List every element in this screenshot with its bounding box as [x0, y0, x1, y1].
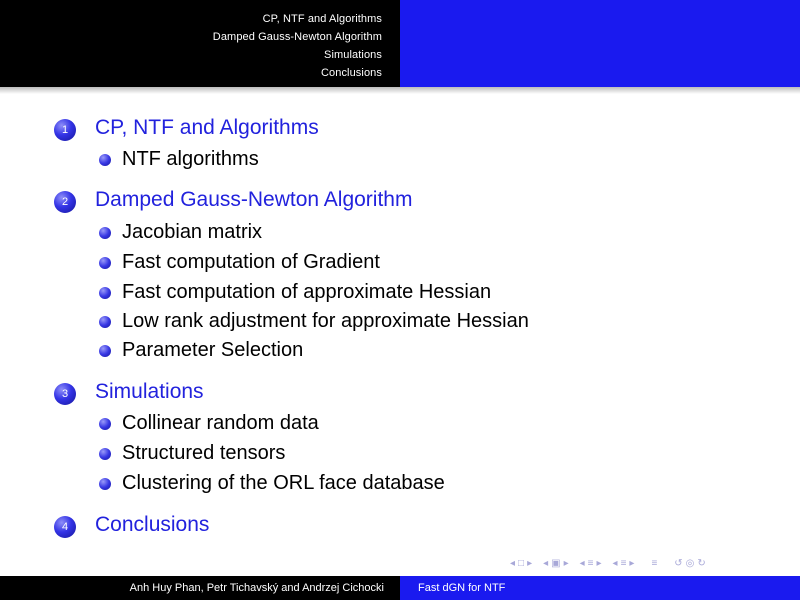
- footer-short-title: Fast dGN for NTF: [400, 576, 800, 600]
- nav-link-simulations[interactable]: Simulations: [324, 49, 382, 61]
- header-bar: [0, 0, 800, 87]
- footer-bar: [0, 576, 800, 600]
- section-navigation: [213, 10, 382, 82]
- section-number-ball: 4: [54, 516, 76, 538]
- subsection-label[interactable]: Fast computation of approximate Hessian: [122, 281, 492, 303]
- nav-zoom-icon[interactable]: ◎: [685, 557, 695, 569]
- header-left-panel: [0, 0, 400, 87]
- nav-frame-back-icon[interactable]: ◂: [510, 557, 516, 569]
- subsection-label[interactable]: Structured tensors: [122, 442, 286, 464]
- footer-authors: Anh Huy Phan, Petr Tichavský and Andrzej Cichocki: [0, 576, 400, 600]
- section-number-ball: 2: [54, 191, 76, 213]
- nav-doc-back-icon[interactable]: ◂: [612, 557, 618, 569]
- section-number-ball: 1: [54, 119, 76, 141]
- nav-link-cp-ntf[interactable]: CP, NTF and Algorithms: [262, 13, 382, 25]
- subsection-label[interactable]: Low rank adjustment for approximate Hessian: [122, 310, 529, 332]
- beamer-navigation-symbols: [510, 555, 795, 571]
- subsection-label[interactable]: Jacobian matrix: [122, 221, 263, 243]
- bullet-icon: [99, 287, 111, 299]
- subsection-label[interactable]: Fast computation of Gradient: [122, 251, 380, 273]
- section-title[interactable]: CP, NTF and Algorithms: [95, 116, 319, 139]
- subsection-label[interactable]: NTF algorithms: [122, 148, 259, 170]
- nav-link-damped-gauss-newton[interactable]: Damped Gauss-Newton Algorithm: [212, 31, 382, 43]
- nav-subsection-forward-icon[interactable]: ▸: [563, 557, 569, 569]
- nav-section-back-icon[interactable]: ◂: [579, 557, 585, 569]
- section-title[interactable]: Simulations: [95, 380, 204, 403]
- bullet-icon: [99, 316, 111, 328]
- section-title[interactable]: Damped Gauss-Newton Algorithm: [95, 188, 413, 211]
- section-title[interactable]: Conclusions: [95, 513, 210, 536]
- bullet-icon: [99, 345, 111, 357]
- bullet-icon: [99, 418, 111, 430]
- bullet-icon: [99, 154, 111, 166]
- bullet-icon: [99, 478, 111, 490]
- subsection-label[interactable]: Collinear random data: [122, 412, 319, 434]
- nav-subsection-back-icon[interactable]: ◂: [543, 557, 549, 569]
- nav-subsection-icon[interactable]: ▣: [551, 557, 561, 569]
- bullet-icon: [99, 448, 111, 460]
- nav-doc-forward-icon[interactable]: ▸: [629, 557, 635, 569]
- bullet-icon: [99, 257, 111, 269]
- nav-search-icon[interactable]: ↺: [674, 557, 683, 569]
- nav-section-icon[interactable]: ≡: [587, 557, 594, 569]
- nav-doc-icon[interactable]: ≡: [620, 557, 627, 569]
- section-number-ball: 3: [54, 383, 76, 405]
- subsection-label[interactable]: Clustering of the ORL face database: [122, 472, 445, 494]
- subsection-label[interactable]: Parameter Selection: [122, 339, 304, 361]
- nav-section-forward-icon[interactable]: ▸: [596, 557, 602, 569]
- bullet-icon: [99, 227, 111, 239]
- nav-appendix-icon[interactable]: ≡: [651, 557, 658, 569]
- header-right-panel: [400, 0, 800, 87]
- nav-frame-icon[interactable]: □: [518, 557, 525, 569]
- nav-frame-forward-icon[interactable]: ▸: [527, 557, 533, 569]
- header-shadow: [0, 87, 800, 94]
- nav-undo-icon[interactable]: ↻: [697, 557, 706, 569]
- nav-link-conclusions[interactable]: Conclusions: [320, 67, 382, 79]
